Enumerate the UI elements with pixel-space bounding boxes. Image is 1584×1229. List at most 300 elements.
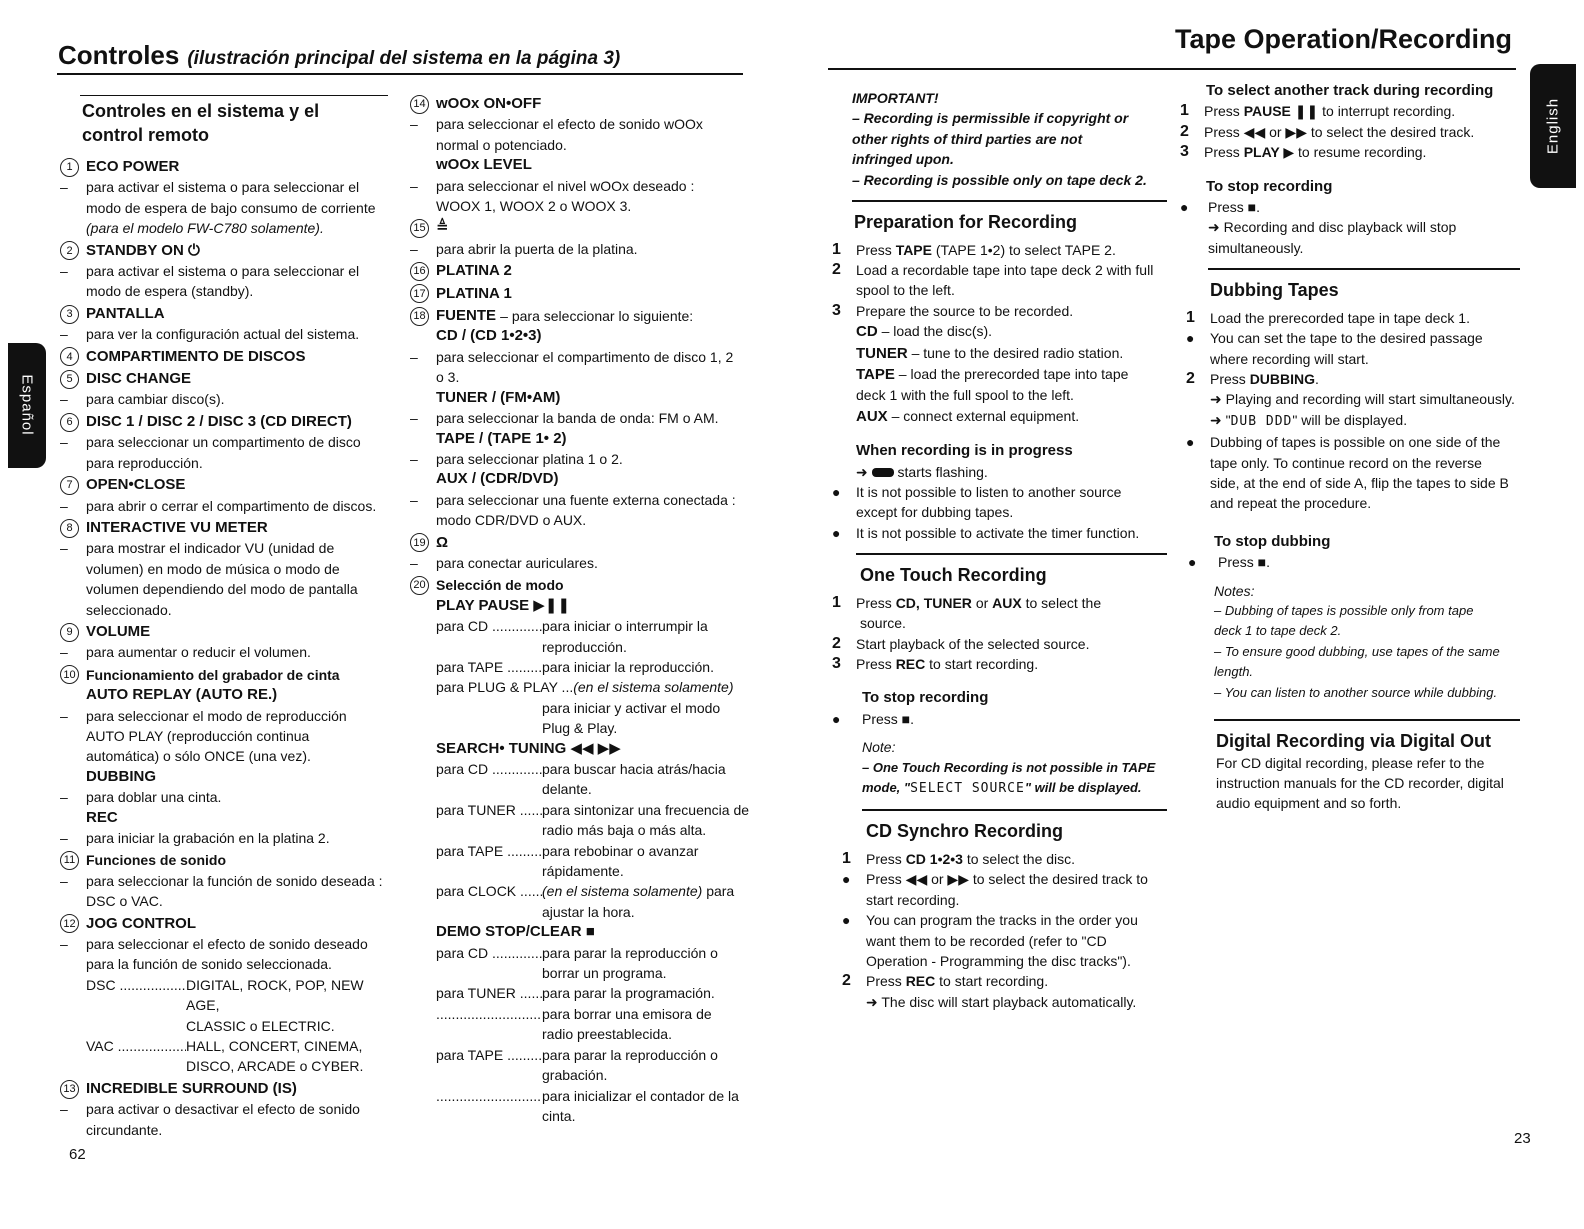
text-fragment [1180, 369, 1520, 389]
control-item [60, 369, 400, 389]
text-line: 1 [832, 593, 841, 611]
text-fragment: – [60, 707, 68, 724]
text-line: to select the [1025, 594, 1102, 611]
text-line: simultaneously. [1208, 239, 1304, 256]
right-page-title: Tape Operation/Recording [1174, 24, 1512, 54]
text-line: Press [1210, 370, 1246, 387]
text-line: Prepare the source to be recorded. [856, 302, 1074, 319]
item-desc [60, 706, 400, 726]
bullet-icon: ● [832, 710, 841, 727]
text-line: para CD ..... [436, 943, 542, 963]
text-line: You can set the tape to the desired passage [1210, 330, 1483, 347]
text-line: SELECT SOURCE [910, 780, 1025, 796]
text-line: (TAPE 1•2) to select TAPE 2. [935, 241, 1116, 258]
text-line: Selección de modo [436, 577, 564, 594]
section-heading [60, 99, 400, 147]
text-line: Press [1204, 144, 1240, 161]
text-line: 2 [60, 241, 79, 260]
text-line: Dubbing of tapes is possible on one side of the [1210, 434, 1501, 451]
text-line: mode, " [862, 779, 911, 795]
item-desc [60, 261, 400, 281]
text-line: Press [866, 973, 902, 990]
definition-row [410, 1086, 755, 1106]
text-fragment: – [60, 789, 68, 806]
bullet-icon: ● [1186, 330, 1195, 347]
item-desc [60, 538, 400, 558]
text-line: para TUNER ..... [436, 800, 542, 820]
text-line: para CD ..... [436, 616, 542, 636]
definition-row [410, 983, 755, 1003]
control-item [60, 157, 400, 177]
item-desc [60, 432, 400, 452]
text-line: VAC ..... [86, 1036, 186, 1056]
item-desc [410, 449, 755, 469]
text-line: para TAPE ..... [436, 657, 542, 677]
item-sublabel: REC [86, 808, 118, 826]
text-line: side, at the end of side A, flip the tapes to side B [1210, 475, 1509, 491]
text-fragment [862, 809, 1167, 811]
control-item [410, 94, 755, 114]
text-fragment [832, 406, 1167, 427]
control-item [60, 304, 400, 324]
text-line: TAPE [895, 241, 932, 258]
page-number-left: 62 [69, 1146, 86, 1163]
text-fragment: – [60, 830, 68, 846]
text-line: (en el sistema solamente) [542, 883, 703, 900]
text-line: para parar la reproducción o [542, 1046, 718, 1063]
text-line: want them to be recorded (refer to "CD [866, 932, 1107, 949]
text-line: – Dubbing of tapes is possible only from tape [1214, 603, 1474, 619]
text-line: JOG CONTROL [86, 914, 197, 932]
section-title: Digital Recording via Digital Out [1216, 730, 1492, 751]
text-line: – Recording is possible only on tape deck 2. [852, 171, 1147, 188]
title-rule-right [828, 68, 1516, 70]
text-line: Playing and recording will start simultaneously. [1225, 391, 1515, 408]
text-line: para seleccionar el efecto de sonido deseado [86, 936, 368, 953]
definition-cont: delante. [542, 781, 592, 798]
text-line: para TUNER ..... [436, 983, 542, 1003]
text-line: 17 [410, 284, 429, 303]
control-item [410, 218, 755, 238]
text-line: para CLOCK ..... [436, 881, 542, 901]
item-desc [60, 389, 400, 409]
item-label: ECO POWER [86, 158, 180, 175]
control-item [410, 284, 755, 304]
definition-cont: borrar un programa. [542, 965, 667, 982]
step [832, 240, 1167, 260]
text-fragment [866, 849, 1075, 869]
right-column-2 [1180, 81, 1520, 814]
text-line: – connect external equipment. [891, 407, 1080, 424]
text-fragment [832, 523, 1167, 543]
headphones-icon: Ω [436, 533, 449, 551]
text-line: The disc will start playback automatically. [881, 993, 1137, 1010]
text-line: REC [905, 973, 936, 990]
control-item [60, 914, 400, 934]
text-line: 13 [60, 1080, 79, 1099]
section-rule [80, 95, 388, 96]
text-line: " will be displayed. [1024, 779, 1142, 795]
text-line: PLATINA 1 [436, 284, 512, 302]
bullet-icon: ● [1188, 554, 1197, 571]
item-desc [60, 934, 400, 954]
section-title: One Touch Recording [860, 564, 1047, 585]
text-line: para seleccionar platina 1 o 2. [436, 450, 623, 467]
definition-cont: CLASSIC o ELECTRIC. [186, 1017, 335, 1034]
text-line: para TAPE ..... [436, 1045, 542, 1065]
bullet-icon: ● [842, 871, 851, 888]
text-fragment: – [410, 491, 418, 508]
text-line: – para seleccionar lo siguiente: [500, 308, 694, 325]
text-line: length. [1214, 664, 1254, 680]
text-line: Press [856, 241, 892, 258]
definition-row [410, 616, 755, 636]
control-item [60, 622, 400, 642]
text-fragment [832, 910, 1167, 930]
text-line: 16 [410, 262, 429, 281]
bullet-icon: ● [832, 484, 841, 500]
text-line: 3 [1180, 143, 1189, 161]
item-desc: volumen) en modo de música o modo de [86, 560, 340, 577]
mode-heading: SEARCH• TUNING ◀◀ ▶▶ [436, 739, 621, 757]
text-line: 3 [832, 301, 841, 319]
item-sublabel: TUNER / (FM•AM) [436, 388, 561, 406]
text-line: para abrir o cerrar el compartimento de discos. [86, 497, 377, 514]
text-line: OPEN•CLOSE [86, 476, 186, 494]
text-line: para seleccionar el nivel wOOx deseado : [436, 177, 695, 194]
text-line: para seleccionar el modo de reproducción [86, 707, 347, 724]
tab-label: English [1544, 97, 1562, 155]
text-line: HALL, CONCERT, CINEMA, [186, 1038, 363, 1055]
control-item [410, 533, 755, 553]
text-line: 2 [832, 634, 841, 652]
subheading: To select another track during recording [1206, 82, 1494, 99]
text-line: Press ■. [1218, 554, 1271, 571]
arrow-icon: ➜ [1208, 219, 1220, 236]
item-sublabel: CD / (CD 1•2•3) [436, 327, 542, 345]
text-line: wOOx ON•OFF [436, 95, 542, 112]
text-line: para iniciar la reproducción. [542, 658, 714, 675]
text-line: para seleccionar la función de sonido deseada : [86, 872, 383, 889]
definition-row [410, 1045, 755, 1065]
control-item [60, 412, 400, 432]
definition-cont: reproducción. [542, 638, 627, 655]
text-fragment: – [60, 936, 68, 953]
text-line: and repeat the procedure. [1210, 495, 1372, 512]
left-column-2 [410, 92, 755, 1126]
text-fragment [1180, 552, 1520, 572]
text-line: 10 [60, 665, 79, 684]
bullet-icon: ● [1180, 199, 1189, 216]
text-line: 1 [1186, 308, 1195, 326]
item-desc [410, 114, 755, 134]
text-line: para seleccionar una fuente externa conectada : [436, 491, 736, 508]
text-line: 14 [410, 95, 429, 114]
definition-row [410, 1004, 755, 1024]
text-line: para buscar hacia atrás/hacia [542, 761, 726, 777]
definition-row [410, 841, 755, 861]
text-fragment [832, 482, 1167, 502]
text-line: Press [856, 594, 892, 611]
text-fragment: – [410, 348, 418, 365]
item-desc [410, 347, 755, 367]
item-desc: normal o potenciado. [436, 136, 567, 153]
section-title: CD Synchro Recording [866, 820, 1064, 841]
text-line: 1 [832, 240, 841, 258]
text-fragment [852, 200, 1167, 202]
mode-heading: PLAY PAUSE ▶❚❚ [436, 596, 570, 614]
text-line: – load the prerecorded tape into tape [898, 365, 1129, 382]
text-line: Operation - Programming the disc tracks"). [866, 952, 1131, 969]
control-item [60, 518, 400, 538]
text-line: 12 [60, 914, 79, 933]
text-fragment [832, 343, 1167, 364]
control-item [60, 1079, 400, 1099]
text-line: para doblar una cinta. [86, 789, 222, 806]
text-line: para activar o desactivar el efecto de sonido [86, 1101, 360, 1118]
text-line: instruction manuals for the CD recorder, digital [1216, 774, 1504, 791]
text-fragment [542, 881, 734, 901]
text-line: para TAPE ..... [436, 841, 542, 861]
text-line: 15 [410, 219, 429, 238]
definition-cont: Plug & Play. [542, 720, 618, 737]
text-fragment [1180, 432, 1520, 452]
title-controles: Controles [58, 40, 180, 70]
text-line: Press ◀◀ or ▶▶ to select the desired track. [1204, 123, 1475, 140]
text-line: para abrir la puerta de la platina. [436, 240, 638, 257]
item-desc: WOOX 1, WOOX 2 o WOOX 3. [436, 198, 632, 215]
arrow-icon: ➜ [856, 463, 868, 480]
item-desc: circundante. [86, 1121, 163, 1138]
definition-cont: para iniciar y activar el modo [542, 699, 721, 716]
subheading: To stop dubbing [1214, 532, 1331, 550]
text-line: – load the disc(s). [881, 323, 993, 340]
text-fragment [1208, 268, 1520, 270]
text-line: 3 [60, 305, 79, 324]
item-sublabel: AUTO REPLAY (AUTO RE.) [86, 686, 278, 704]
text-fragment [832, 971, 1167, 991]
text-fragment [856, 593, 1101, 613]
text-fragment: – [410, 116, 418, 133]
text-line: (en el sistema solamente) [573, 679, 734, 696]
text-fragment [832, 709, 1167, 729]
text-fragment: – [60, 872, 68, 889]
text-line: PANTALLA [86, 304, 165, 322]
text-line: DISC CHANGE [86, 370, 192, 388]
text-line: para sintonizar una frecuencia de [542, 801, 750, 818]
text-fragment: – [410, 410, 418, 427]
text-line: DUBBING [1249, 370, 1316, 387]
text-line: para seleccionar el efecto de sonido wOOx [436, 116, 703, 133]
text-fragment: – [60, 391, 68, 408]
text-line: 9 [60, 623, 79, 642]
text-line: Funciones de sonido [86, 852, 227, 869]
text-line: para [706, 883, 735, 900]
text-line: 18 [410, 307, 429, 326]
text-line: 2 [842, 972, 851, 990]
text-line: 6 [60, 413, 79, 432]
text-line: CD 1•2•3 [905, 850, 963, 867]
text-line: – tune to the desired radio station. [911, 344, 1124, 361]
left-column-1 [60, 99, 400, 1140]
item-desc: automática) o sólo ONCE (una vez). [86, 748, 311, 765]
control-item [60, 347, 400, 367]
text-line: para activar el sistema o para seleccionar el [86, 263, 360, 280]
text-line: AUX [992, 594, 1022, 611]
text-line: starts flashing. [897, 463, 988, 480]
text-line: CD [856, 323, 878, 341]
section-title: Preparation for Recording [854, 211, 1078, 232]
definition-row [410, 657, 755, 677]
text-line: where recording will start. [1210, 350, 1369, 367]
item-desc [60, 642, 400, 662]
text-line: COMPARTIMENTO DE DISCOS [86, 347, 306, 365]
right-column-1 [832, 88, 1167, 1012]
step [832, 260, 1167, 280]
text-fragment: – [60, 644, 68, 661]
text-line: Load the prerecorded tape in tape deck 1. [1210, 309, 1470, 326]
subheading: To stop recording [862, 689, 989, 707]
text-fragment [436, 1086, 542, 1106]
bullet-icon: ● [842, 912, 851, 929]
text-line: Note: [862, 739, 896, 756]
definition-row [60, 1036, 400, 1056]
text-line: para conectar auriculares. [436, 554, 598, 571]
text-fragment [1204, 142, 1426, 162]
item-desc [410, 239, 755, 259]
text-fragment [832, 778, 1167, 799]
text-line: para mostrar el indicador VU (unidad de [86, 540, 335, 557]
text-line: CD, TUNER [895, 594, 972, 611]
text-line: PLAY ▶ [1243, 144, 1295, 161]
text-line: para parar la programación. [542, 985, 715, 1002]
text-fragment: – [60, 434, 68, 451]
text-line: 4 [60, 347, 79, 366]
text-fragment [832, 654, 1167, 674]
text-fragment [1180, 389, 1520, 409]
text-line: para iniciar la grabación en la platina 2. [86, 830, 330, 846]
title-rule-left [57, 73, 743, 75]
text-fragment [832, 321, 1167, 342]
definition-row [410, 677, 755, 697]
text-line: para rebobinar o avanzar [542, 842, 699, 859]
text-line: Funcionamiento del grabador de cinta [86, 666, 340, 683]
text-line: – One Touch Recording is not possible in TAPE [862, 759, 1156, 775]
text-fragment: – [60, 263, 68, 280]
text-line: 3 [832, 654, 841, 672]
text-fragment: – [410, 240, 418, 257]
text-fragment [866, 971, 1048, 991]
text-line: para cambiar disco(s). [86, 391, 225, 408]
text-line: start recording. [866, 891, 960, 908]
text-fragment: – [60, 326, 68, 343]
text-line: REC [895, 655, 926, 672]
text-line: tape only. To continue record on the reverse [1210, 454, 1482, 471]
text-line: TAPE [856, 365, 895, 383]
item-sublabel: DUBBING [86, 767, 156, 785]
text-line: 2 [832, 260, 841, 278]
text-line: other rights of third parties are not [852, 130, 1083, 147]
item-desc: modo de espera de bajo consumo de corriente [86, 199, 376, 216]
text-fragment [832, 634, 1167, 654]
text-line: para seleccionar un compartimento de disco [86, 434, 361, 451]
text-line: – You can listen to another source while dubbing. [1214, 684, 1498, 700]
text-line: except for dubbing tapes. [856, 504, 1014, 521]
definition-cont: cinta. [542, 1107, 576, 1124]
text-line: You can program the tracks in the order you [866, 912, 1138, 929]
definition-cont: DISCO, ARCADE o CYBER. [186, 1058, 364, 1075]
text-fragment: – [410, 177, 418, 194]
item-desc: DSC o VAC. [86, 893, 163, 910]
control-item [410, 306, 755, 326]
item-desc [60, 1099, 400, 1119]
eject-icon: ≜ [436, 219, 449, 237]
text-fragment [1180, 217, 1520, 237]
text-line: Recording and disc playback will stop [1223, 219, 1457, 236]
text-fragment [1180, 142, 1520, 162]
page-number-right: 23 [1514, 1130, 1531, 1147]
section-title: Dubbing Tapes [1210, 279, 1339, 300]
text-line: para inicializar el contador de la [542, 1087, 739, 1104]
definition-row [410, 943, 755, 963]
subheading: To stop recording [1206, 177, 1333, 195]
item-sublabel: AUX / (CDR/DVD) [436, 470, 559, 488]
item-desc [410, 408, 755, 428]
text-line: Press [856, 655, 892, 672]
text-line: PLATINA 2 [436, 262, 512, 280]
item-desc: volumen dependiendo del modo de pantalla [86, 581, 358, 598]
item-desc: modo de espera (standby). [86, 283, 254, 300]
definition-cont: radio más baja o más alta. [542, 822, 707, 839]
important-box [832, 88, 1167, 190]
text-fragment [436, 1004, 542, 1024]
text-line: " will be displayed. [1292, 411, 1408, 428]
text-line: – To ensure good dubbing, use tapes of the same [1214, 643, 1500, 659]
title-subtitle: (ilustración principal del sistema en la página 3) [187, 48, 621, 69]
text-line: to start recording. [929, 655, 1039, 672]
mode-heading: DEMO STOP/CLEAR ■ [436, 923, 595, 941]
text-line: para parar la reproducción o [542, 944, 718, 961]
left-page-title [58, 40, 620, 71]
item-desc [60, 787, 400, 807]
control-item [410, 575, 755, 595]
text-fragment [1180, 308, 1520, 328]
text-line: 11 [60, 851, 79, 870]
text-fragment [856, 654, 1038, 674]
text-line: 2 [1180, 122, 1189, 140]
text-fragment: – [60, 540, 68, 557]
item-desc [410, 176, 755, 196]
text-line: deck 1 with the full spool to the left. [856, 387, 1074, 404]
control-item [60, 475, 400, 495]
definition-row [410, 800, 755, 820]
text-line: INCREDIBLE SURROUND (IS) [86, 1079, 297, 1097]
item-desc: seleccionado. [86, 601, 172, 618]
item-desc: para la función de sonido seleccionada. [86, 956, 332, 973]
text-line: infringed upon. [852, 151, 954, 168]
item-desc [410, 553, 755, 573]
text-fragment [1180, 101, 1520, 121]
text-fragment: ➜ "DUB DDD" will be displayed. [1210, 411, 1408, 429]
text-fragment [832, 593, 1167, 613]
text-line: – Recording is permissible if copyright or [852, 110, 1129, 127]
item-desc [60, 177, 400, 197]
text-line: para PLUG & PLAY ... [436, 679, 574, 696]
text-fragment [1204, 101, 1455, 121]
text-line: Notes: [1214, 582, 1255, 599]
item-desc: modo CDR/DVD o AUX. [436, 512, 587, 529]
language-tab-english [1530, 64, 1576, 188]
